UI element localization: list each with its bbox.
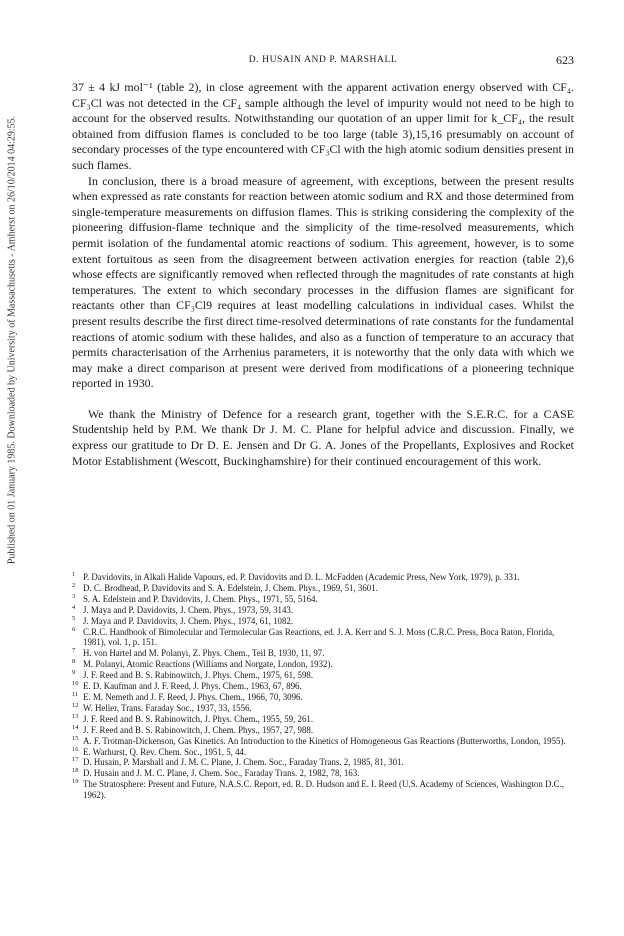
reference-text: J. F. Reed and B. S. Rabinowitch, J. Chem. Phys., 1957, 27, 988.: [83, 724, 314, 735]
reference-number: 6: [72, 625, 76, 633]
reference-number: 14: [72, 723, 79, 731]
reference-item: [72, 779, 572, 801]
reference-number: 8: [72, 658, 76, 666]
reference-item: [72, 605, 572, 616]
reference-item: [72, 692, 572, 703]
reference-text: D. Husain and J. M. C. Plane, J. Chem. Soc., Faraday Trans. 2, 1982, 78, 163.: [83, 768, 360, 779]
reference-number: 19: [72, 778, 79, 786]
reference-number: 13: [72, 712, 79, 720]
reference-number: 16: [72, 745, 79, 753]
reference-text: H. von Hartel and M. Polanyi, Z. Phys. Chem., Teil B, 1930, 11, 97.: [83, 648, 325, 659]
reference-text: P. Davidovits, in Alkali Halide Vapours, ed. P. Davidovits and D. L. McFadden (Academic Press, New York, 1979), p. 331.: [83, 572, 520, 582]
article-body: [72, 80, 574, 469]
reference-text: E. M. Nemeth and J. F. Reed, J. Phys. Chem., 1966, 70, 3096.: [83, 691, 303, 702]
paragraph-1: 37 ± 4 kJ mol⁻¹ (table 2), in close agreement with the apparent activation energy observed with CF₄. CF₃Cl was not detected in the CF₄ sample although the level of impurity would not need to be high to account for the observed results. Notwithstanding our quotation of an upper limit for k_CF₄, the result obtained from diffusion flames is concluded to be too large (table 3),15,16 presumably on account of secondary processes of the type encountered with CF₃Cl with the high atomic sodium densities present in such flames.: [72, 80, 574, 172]
reference-item: [72, 648, 572, 659]
reference-number: 18: [72, 767, 79, 775]
reference-item: [72, 572, 572, 583]
reference-item: [72, 747, 572, 758]
reference-number: 12: [72, 701, 79, 709]
reference-number: 1: [72, 571, 76, 578]
reference-number: 10: [72, 680, 79, 688]
reference-item: [72, 659, 572, 670]
reference-text: J. Maya and P. Davidovits, J. Chem. Phys., 1974, 61, 1082.: [83, 615, 294, 626]
running-head: D. HUSAIN AND P. MARSHALL: [248, 55, 398, 65]
reference-text: D. C. Brodhead, P. Davidovits and S. A. Edelstein, J. Chem. Phys., 1969, 51, 3601.: [83, 582, 378, 593]
reference-text: E. Warhurst, Q. Rev. Chem. Soc., 1951, 5, 44.: [83, 746, 247, 757]
reference-text: M. Polanyi, Atomic Reactions (Williams and Norgate, London, 1932).: [83, 659, 333, 670]
reference-item: [72, 681, 572, 692]
reference-text: J. Maya and P. Davidovits, J. Chem. Phys., 1973, 59, 3143.: [83, 604, 294, 615]
reference-number: 15: [72, 734, 79, 742]
reference-item: [72, 594, 572, 605]
reference-list: [72, 572, 572, 801]
reference-text: D. Husain, P. Marshall and J. M. C. Plane, J. Chem. Soc., Faraday Trans. 2, 1985, 81, 301.: [83, 757, 404, 768]
paragraph-2: In conclusion, there is a broad measure of agreement, with exceptions, between the present results when expressed as rate constants for reaction between atomic sodium and RX and those determined from single-temperature measurements on diffusion flames. This is striking considering the complexity of the pioneering diffusion-flame technique and the simplicity of the time-resolved measurements, which permit isolation of the fundamental atomic reactions of sodium. This agreement, however, is to some extent fortuitous as seen from the disagreement between activation energies for reaction (table 2),6 whose effects are significantly removed when reflected through the magnitudes of rate constants at high temperatures. The extent to which secondary processes in the diffusion flames are significant for reactants other than CF₃Cl9 requires at least modelling calculations in individual cases. Whilst the present results describe the first direct time-resolved determinations of rate constants for the fundamental reactions of atomic sodium with these halides, and also as a function of temperature to an accuracy that permits characterisation of the Arrhenius parameters, it is noteworthy that the only data with which we may make a direct comparison at present were derived from modifications of a pioneering technique reported in 1930.: [72, 173, 574, 391]
reference-item: [72, 627, 572, 649]
reference-item: [72, 757, 572, 768]
reference-item: [72, 714, 572, 725]
page-number: 623: [556, 53, 574, 67]
reference-number: 5: [72, 614, 76, 622]
reference-text: A. F. Trotman-Dickenson, Gas Kinetics. An Introduction to the Kinetics of Homogeneous Gas Reactions (Butterworths, London, 1955).: [83, 735, 566, 746]
reference-text: C.R.C. Handbook of Bimolecular and Termolecular Gas Reactions, ed. J. A. Kerr and S. J. Moss (C.R.C. Press, Boca Raton, Florida, 1981), vol. 1, p. 151.: [83, 626, 555, 648]
reference-number: 9: [72, 669, 76, 677]
reference-number: 3: [72, 592, 76, 600]
reference-item: [72, 736, 572, 747]
download-watermark: [0, 80, 24, 600]
reference-item: [72, 725, 572, 736]
reference-item: [72, 583, 572, 594]
reference-text: E. D. Kaufman and J. F. Reed, J. Phys. Chem., 1963, 67, 896.: [83, 681, 302, 692]
reference-number: 7: [72, 647, 76, 655]
reference-text: S. A. Edelstein and P. Davidovits, J. Chem. Phys., 1971, 55, 5164.: [83, 593, 318, 604]
reference-number: 11: [72, 690, 79, 698]
reference-number: 17: [72, 756, 79, 764]
reference-text: J. F. Reed and B. S. Rabinowitch, J. Phys. Chem., 1975, 61, 598.: [83, 670, 314, 681]
reference-text: W. Heller, Trans. Faraday Soc., 1937, 33, 1556.: [83, 702, 252, 713]
reference-item: [72, 670, 572, 681]
reference-item: [72, 768, 572, 779]
reference-item: [72, 703, 572, 714]
download-watermark-text: Published on 01 January 1985. Downloaded by University of Massachusetts - Amherst on 26/10/2014 04:29:55.: [6, 115, 18, 565]
reference-text: The Stratosphere: Present and Future, N.A.S.C. Report, ed. R. D. Hudson and E. I. Reed (U.S. Academy of Sciences, Washington D.C., 1962).: [83, 779, 565, 801]
acknowledgements: We thank the Ministry of Defence for a research grant, together with the S.E.R.C. for a CASE Studentship held by P.M. We thank Dr J. M. C. Plane for helpful advice and discussion. Finally, we express our gratitude to Dr D. E. Jensen and Dr G. A. Jones of the Propellants, Explosives and Rocket Motor Establishment (Wescott, Buckinghamshire) for their continued encouragement of this work.: [72, 406, 574, 468]
page-header: [72, 53, 574, 69]
reference-item: [72, 616, 572, 627]
reference-number: 4: [72, 603, 76, 611]
reference-text: J. F. Reed and B. S. Rabinowitch, J. Phys. Chem., 1955, 59, 261.: [83, 713, 314, 724]
reference-number: 2: [72, 581, 76, 589]
